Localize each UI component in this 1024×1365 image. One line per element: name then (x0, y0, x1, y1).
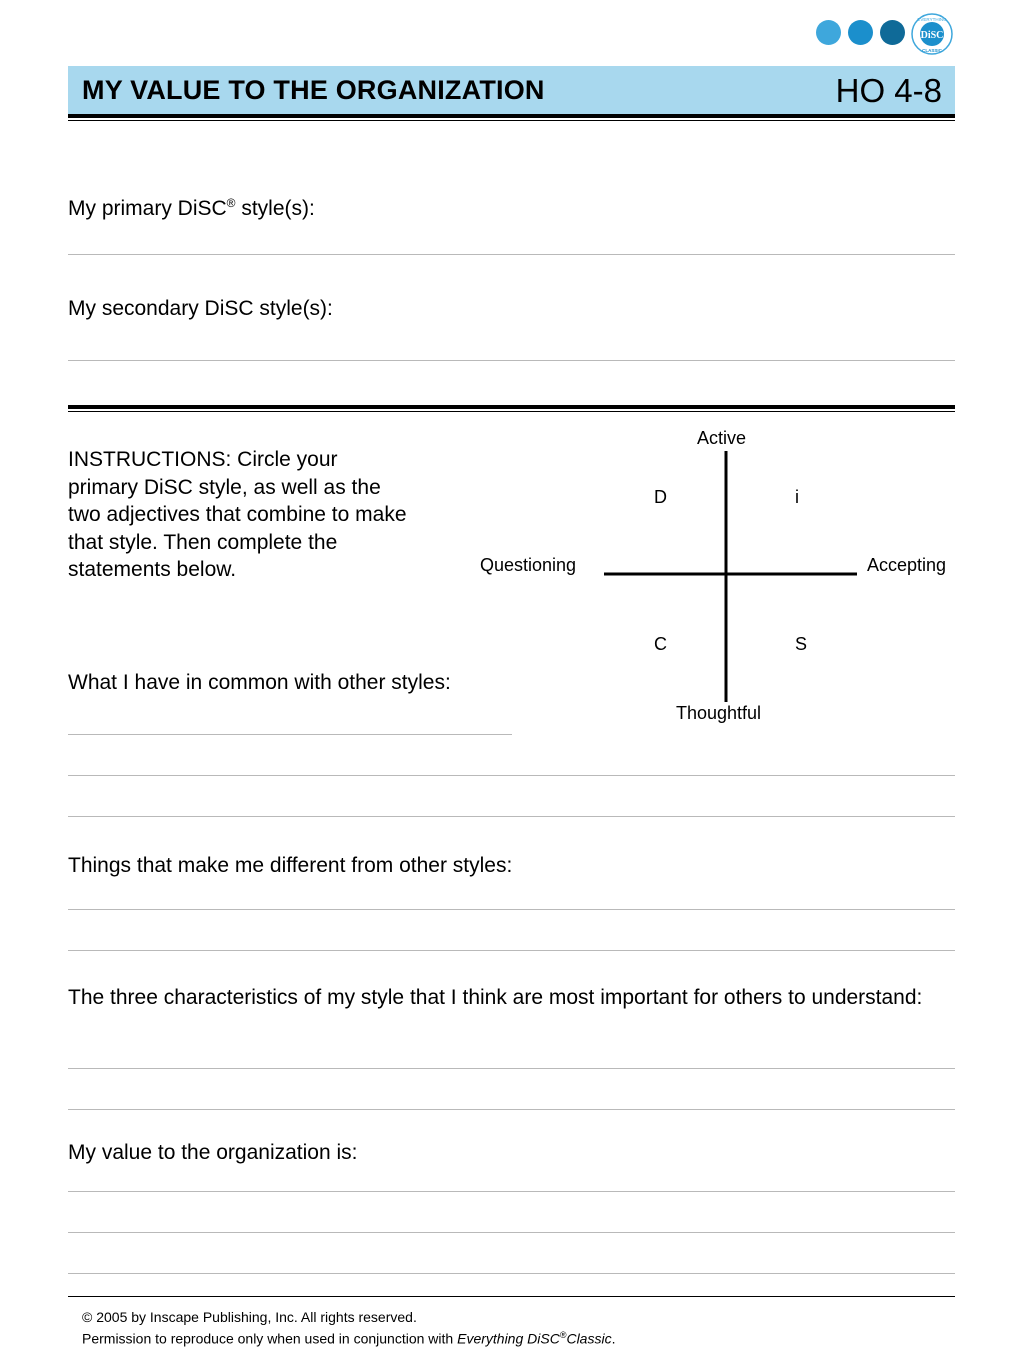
model-label-thoughtful: Thoughtful (676, 703, 762, 723)
copyright-text: © 2005 by Inscape Publishing, Inc. All rights reserved. (82, 1309, 417, 1325)
disc-seal-icon (911, 13, 953, 55)
everything-disc-classic-logo (815, 12, 960, 56)
different-answer-line[interactable] (68, 909, 955, 910)
common-answer-line[interactable] (68, 816, 955, 817)
common-answer-line[interactable] (68, 775, 955, 776)
handout-code: HO 4-8 (835, 72, 942, 109)
footer-rule (68, 1296, 955, 1297)
model-label-questioning: Questioning (480, 555, 577, 575)
value-answer-line[interactable] (68, 1191, 955, 1192)
different-answer-line[interactable] (68, 950, 955, 951)
primary-style-label: My primary DiSC® style(s): (68, 196, 315, 220)
logo-dot-icon (848, 20, 873, 45)
quadrant-c[interactable]: C (654, 634, 667, 654)
quadrant-s[interactable]: S (795, 634, 808, 654)
characteristics-prompt: The three characteristics of my style that I think are most important for others to understand: (68, 986, 923, 1009)
common-prompt: What I have in common with other styles: (68, 671, 451, 694)
logo-dot-icon (816, 20, 841, 45)
disc-model-diagram (470, 420, 970, 730)
secondary-style-label: My secondary DiSC style(s): (68, 297, 333, 320)
section-rule-thin (68, 411, 955, 412)
common-answer-line[interactable] (68, 734, 512, 735)
svg-text:EVERYTHING: EVERYTHING (917, 17, 947, 22)
primary-style-answer-line[interactable] (68, 254, 955, 255)
characteristics-answer-line[interactable] (68, 1068, 955, 1069)
characteristics-answer-line[interactable] (68, 1109, 955, 1110)
secondary-style-answer-line[interactable] (68, 360, 955, 361)
model-label-active: Active (697, 428, 747, 448)
instructions-text: INSTRUCTIONS: Circle your primary DiSC style, as well as the two adjectives that combine to make that style. Then complete the statements below. (68, 448, 407, 581)
page-title: MY VALUE TO THE ORGANIZATION (82, 75, 545, 105)
model-label-accepting: Accepting (867, 555, 947, 575)
header-rule-thick (68, 114, 955, 118)
value-answer-line[interactable] (68, 1232, 955, 1233)
svg-text:CLASSIC: CLASSIC (922, 48, 942, 53)
value-answer-line[interactable] (68, 1273, 955, 1274)
permission-text: Permission to reproduce only when used in conjunction with Everything DiSC®Classic. (82, 1330, 616, 1347)
svg-text:DiSC: DiSC (920, 30, 944, 41)
different-prompt: Things that make me different from other styles: (68, 854, 513, 877)
quadrant-d[interactable]: D (654, 487, 667, 507)
logo-dot-icon (880, 20, 905, 45)
section-rule-thick (68, 405, 955, 409)
quadrant-i[interactable]: i (795, 487, 799, 507)
value-prompt: My value to the organization is: (68, 1141, 358, 1164)
header-rule-thin (68, 120, 955, 121)
